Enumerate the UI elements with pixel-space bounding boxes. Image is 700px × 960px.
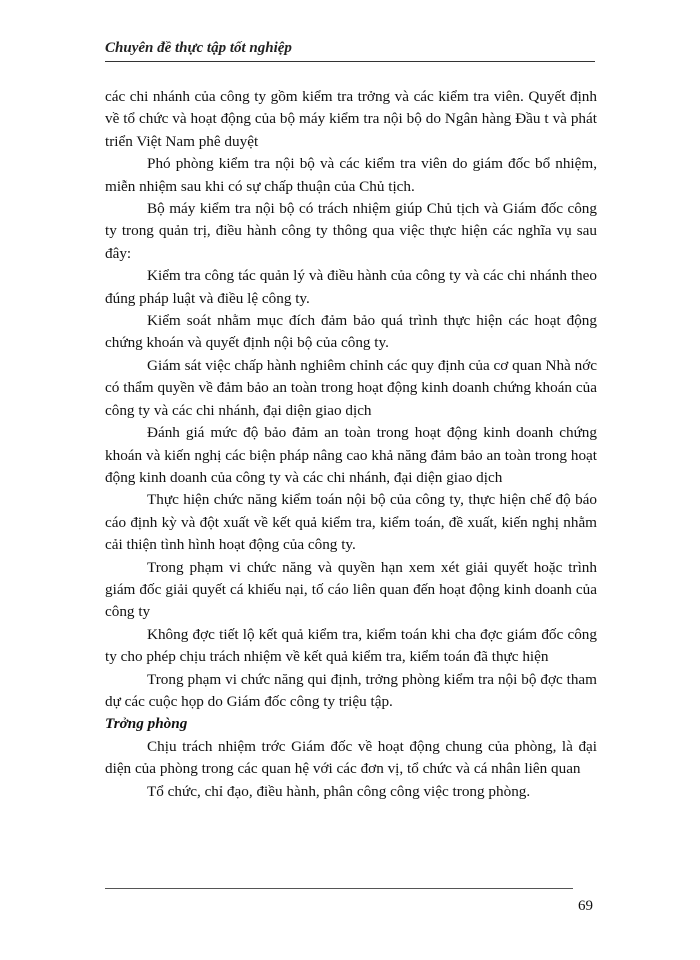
- footer-divider: [105, 888, 573, 889]
- paragraph: Bộ máy kiểm tra nội bộ có trách nhiệm giúp Chủ tịch và Giám đốc công ty trong quản trị, điều hành công ty thông qua việc thực hiện các nghĩa vụ sau đây:: [105, 200, 597, 262]
- paragraph: Trong phạm vi chức năng qui định, trởng phòng kiểm tra nội bộ đợc tham dự các cuộc họp do Giám đốc công ty triệu tập.: [105, 670, 597, 710]
- paragraph: Chịu trách nhiệm trớc Giám đốc về hoạt động chung của phòng, là đại diện của phòng trong các quan hệ với các đơn vị, tổ chức và cá nhân liên quan: [105, 737, 597, 778]
- paragraph: các chi nhánh của công ty gồm kiểm tra trởng và các kiểm tra viên. Quyết định về tổ chức và hoạt động của bộ máy kiểm tra nội bộ do Ngân hàng Đầu t và phát triển Việt Nam phê duyệt: [105, 88, 597, 150]
- paragraph: Giám sát việc chấp hành nghiêm chỉnh các quy định của cơ quan Nhà nớc có thẩm quyền về đảm bảo an toàn trong hoạt động kinh doanh chứng khoán của công ty và các chi nhánh, đại diện giao dịch: [105, 356, 597, 419]
- running-header: Chuyên đề thực tập tốt nghiệp: [105, 40, 292, 56]
- section-heading: Trởng phòng: [105, 715, 188, 733]
- paragraph: Tổ chức, chỉ đạo, điều hành, phân công công việc trong phòng.: [147, 782, 531, 800]
- header-divider: [105, 61, 595, 62]
- paragraph: Đánh giá mức độ bảo đảm an toàn trong hoạt động kinh doanh chứng khoán và kiến nghị các biện pháp nâng cao khả năng đảm bảo an toàn trong hoạt động kinh doanh của công ty và các chi nhánh, đại diện giao dịch: [105, 424, 597, 486]
- paragraph: Kiểm soát nhằm mục đích đảm bảo quá trình thực hiện các hoạt động chứng khoán và quyết định nội bộ của công ty.: [105, 312, 597, 352]
- paragraph: Phó phòng kiểm tra nội bộ và các kiểm tra viên do giám đốc bổ nhiệm, miễn nhiệm sau khi có sự chấp thuận của Chủ tịch.: [105, 155, 597, 195]
- paragraph: Không đợc tiết lộ kết quả kiểm tra, kiểm toán khi cha đợc giám đốc công ty cho phép chịu trách nhiệm về kết quả kiểm tra, kiểm toán đã thực hiện: [105, 625, 597, 666]
- paragraph: Trong phạm vi chức năng và quyền hạn xem xét giải quyết hoặc trình giám đốc giải quyết cá khiếu nại, tố cáo liên quan đến hoạt động kinh doanh của công ty: [105, 558, 597, 621]
- document-body: [105, 86, 597, 803]
- page-number: 69: [578, 898, 593, 914]
- paragraph: Thực hiện chức năng kiểm toán nội bộ của công ty, thực hiện chế độ báo cáo định kỳ và đột xuất về kết quả kiểm tra, kiểm toán, đề xuất, kiến nghị nhằm cải thiện tình hình hoạt động của công ty.: [105, 491, 597, 554]
- paragraph: Kiểm tra công tác quản lý và điều hành của công ty và các chi nhánh theo đúng pháp luật và điều lệ công ty.: [105, 267, 597, 307]
